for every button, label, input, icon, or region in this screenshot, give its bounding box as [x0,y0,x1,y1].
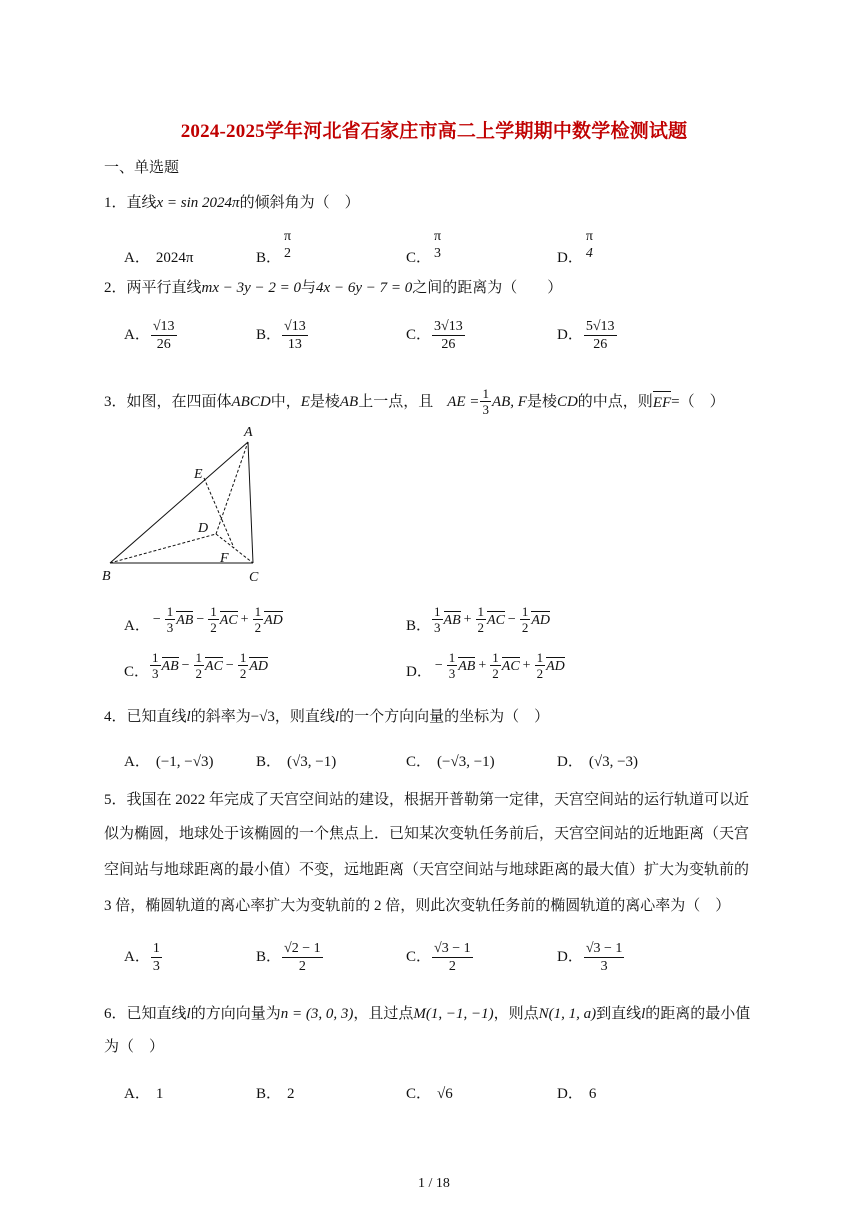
coefficient: $\frac{1}{2}$ [521,604,529,635]
q6-text: 到直线 [596,1006,642,1022]
option-label: D． [406,664,432,680]
question-1 [104,193,360,213]
option-label: C． [406,326,432,343]
option-label: A． [124,250,150,266]
option-value: (−√3, −1) [437,754,495,770]
q3-text: 是棱 [309,393,340,410]
q4-option-c [406,750,495,771]
q6-math: l [186,1006,191,1022]
q2-option-d [557,318,618,353]
coefficient: $\frac{1}{2}$ [492,650,499,681]
q5-option-d [557,940,625,975]
coefficient: $\frac{1}{2}$ [536,650,544,681]
option-label: D． [557,948,583,965]
label-b: B [102,569,111,584]
operator: − [152,611,161,627]
option-value: 2 [287,1086,295,1102]
q5-line-3: 空间站与地球距离的最小值）不变，远地距离（天宫空间站与地球距离的最大值）扩大为变轨前的 [104,862,750,878]
q6-text: ，则点 [493,1006,539,1022]
vector: AB [161,658,179,674]
option-label: C． [406,250,432,266]
q3-option-b [406,604,550,635]
option-fraction: $\frac{3√13}{26}$ [434,319,463,352]
operator: − [507,611,516,627]
option-fraction: π 3 [434,229,442,261]
q3-text: 的中点，则 [577,393,653,410]
operator: + [522,657,531,673]
option-fraction: $\frac{√3 - 1}{2}$ [434,941,471,974]
q5-line-2: 似为椭圆，地球处于该椭圆的一个焦点上．已知某次变轨任务前后，天宫空间站的近地距离（天宫 [104,826,750,842]
q6-point-m: M(1, −1, −1) [413,1006,494,1022]
operator: − [181,657,190,673]
option-fraction: $\frac{√13}{13}$ [284,319,306,352]
q6-option-c [406,1082,453,1103]
q5-option-a [124,940,163,975]
option-value: 1 [155,1086,164,1102]
q6-vector: n = (3, 0, 3) [280,1006,354,1022]
vector: AC [487,612,505,628]
option-fraction: $\frac{√3 - 1}{3}$ [585,941,623,974]
q4-option-a [124,750,214,771]
vector: AC [501,658,520,674]
q3-text: =（ ） [671,393,725,410]
option-fraction: $\frac{√2 - 1}{2}$ [284,941,321,974]
q2-expr1: mx − 3y − 2 = 0 [201,280,302,296]
option-label: A． [124,754,150,770]
question-2 [104,278,562,298]
segment-ef [204,478,234,548]
q6-text: 6．已知直线 [104,1006,187,1022]
option-label: D． [557,1086,583,1102]
option-value: √6 [437,1086,453,1102]
option-label: A． [124,1086,150,1102]
vector: AD [249,658,268,674]
q6-text: 的方向向量为 [190,1006,281,1022]
q4-text: 的斜率为 [190,709,251,725]
label-c: C [249,570,259,585]
q3-text: 3．如图，在四面体 [104,393,232,410]
option-label: D． [557,326,583,343]
q4-math: l [334,709,340,725]
q2-expr2: 4x − 6y − 7 = 0 [316,280,413,296]
q1-option-b [256,228,294,267]
option-label: B． [256,326,282,343]
option-label: C． [124,664,150,680]
coefficient: $\frac{1}{3}$ [448,650,456,681]
option-label: B． [406,618,432,634]
coefficient: $\frac{1}{2}$ [477,604,485,635]
q3-text: 上一点，且 [358,393,434,410]
vector: AD [531,612,550,628]
document-title: 2024-2025学年河北省石家庄市高二上学期期中数学检测试题 [180,121,688,142]
q2-option-c [406,318,466,353]
option-label: D． [557,250,583,266]
q1-prefix: 1．直线 [104,195,157,211]
coefficient: $\frac{1}{3}$ [434,604,441,635]
question-3 [104,386,725,417]
q2-prefix: 2．两平行直线 [104,280,202,296]
q3-math: AE = [447,393,480,410]
q3-fraction: $\frac{1}{3}$ [482,386,489,417]
q3-option-c [124,650,268,681]
q3-vector-ef: EF [653,391,671,413]
q1-option-c [406,228,444,267]
q4-math: l [186,709,191,725]
option-label: B． [256,250,282,266]
q6-text: 的距离的最小值 [645,1006,751,1022]
option-label: A． [124,618,150,634]
q4-option-d [557,750,638,771]
q5-option-c [406,940,474,975]
option-value: (−1, −√3) [155,754,214,770]
coefficient: $\frac{1}{2}$ [239,650,247,681]
option-value: 6 [588,1086,597,1102]
coefficient: $\frac{1}{2}$ [254,604,262,635]
vector: AC [205,658,223,674]
q4-option-b [256,750,336,771]
q1-option-d [557,228,596,267]
option-fraction: $\frac{5√13}{26}$ [585,319,615,352]
option-label: B． [256,754,282,770]
coefficient: $\frac{1}{2}$ [210,604,217,635]
vector: AD [264,612,283,628]
question-6 [104,1004,750,1024]
option-label: B． [256,1086,282,1102]
question-4 [104,707,549,727]
q2-mid: 与 [301,280,317,296]
vector: AB [458,658,476,674]
q3-option-a [124,604,283,635]
option-label: A． [124,948,150,965]
q3-math: CD [556,393,578,410]
option-value: (√3, −1) [287,754,337,770]
option-fraction: $\frac{1}{3}$ [152,941,160,974]
label-e: E [194,467,203,482]
edge-ac [248,442,253,563]
q3-math: AB, F [491,393,527,410]
option-label: A． [124,326,150,343]
q3-text: 中， [270,393,301,410]
q4-text: 的一个方向向量的坐标为（ ） [339,709,550,725]
option-label: C． [406,754,432,770]
vector-expression [150,604,283,635]
operator: − [196,611,205,627]
operator: − [434,657,443,673]
option-label: C． [406,948,432,965]
q5-line-4: 3 倍，椭圆轨道的离心率扩大为变轨前的 2 倍，则此次变轨任务前的椭圆轨道的离心率为（ ） [104,898,731,914]
q6-text: ，且过点 [353,1006,414,1022]
vector-expression [431,604,550,635]
q3-option-d [406,650,565,681]
q3-math: AB [339,393,359,410]
q1-expr: x = sin 2024π [156,195,240,211]
vector-expression [432,650,565,681]
q6-option-b [256,1082,295,1103]
operator: + [240,611,249,627]
operator: + [478,657,487,673]
q3-math: E [300,393,310,410]
operator: − [225,657,234,673]
option-fraction: π 2 [284,229,292,261]
q1-suffix: 的倾斜角为（ ） [239,195,360,211]
page-number: 1 / 18 [418,1176,450,1191]
option-value: 2024π [155,250,194,266]
option-fraction: $\frac{√13}{26}$ [152,319,175,352]
operator: + [463,611,472,627]
vector: AC [219,612,238,628]
option-label: C． [406,1086,432,1102]
q4-text: ，则直线 [274,709,335,725]
label-d: D [198,521,209,536]
vector: AD [546,658,565,674]
q2-option-a [124,318,178,353]
q3-math: ABCD [231,393,271,410]
q6-math: l [641,1006,646,1022]
vector-expression [149,650,268,681]
coefficient: $\frac{1}{3}$ [166,604,174,635]
vector: AB [176,612,194,628]
label-f: F [220,551,229,566]
option-label: D． [557,754,583,770]
q4-text: 4．已知直线 [104,709,187,725]
option-fraction: π 4 [585,229,593,261]
q5-line-1: 5．我国在 2022 年完成了天宫空间站的建设，根据开普勒第一定律，天宫空间站的运行轨道可以近 [104,792,750,808]
q6-option-d [557,1082,596,1103]
q2-suffix: 之间的距离为（ ） [412,280,563,296]
edge-ab [110,442,248,563]
q3-text: 是棱 [526,393,557,410]
coefficient: $\frac{1}{3}$ [152,650,159,681]
q6-line-2: 为（ ） [104,1039,165,1055]
q5-option-b [256,940,324,975]
q6-point-n: N(1, 1, a) [538,1006,597,1022]
label-a: A [244,425,253,440]
coefficient: $\frac{1}{2}$ [195,650,203,681]
q2-option-b [256,318,309,353]
section-heading: 一、单选题 [104,160,180,176]
q1-option-a [124,246,193,267]
option-label: B． [256,948,282,965]
q4-slope: −√3 [250,709,275,725]
q6-option-a [124,1082,163,1103]
tetrahedron-figure [98,420,278,590]
option-value: (√3, −3) [588,754,639,770]
vector: AB [443,612,461,628]
